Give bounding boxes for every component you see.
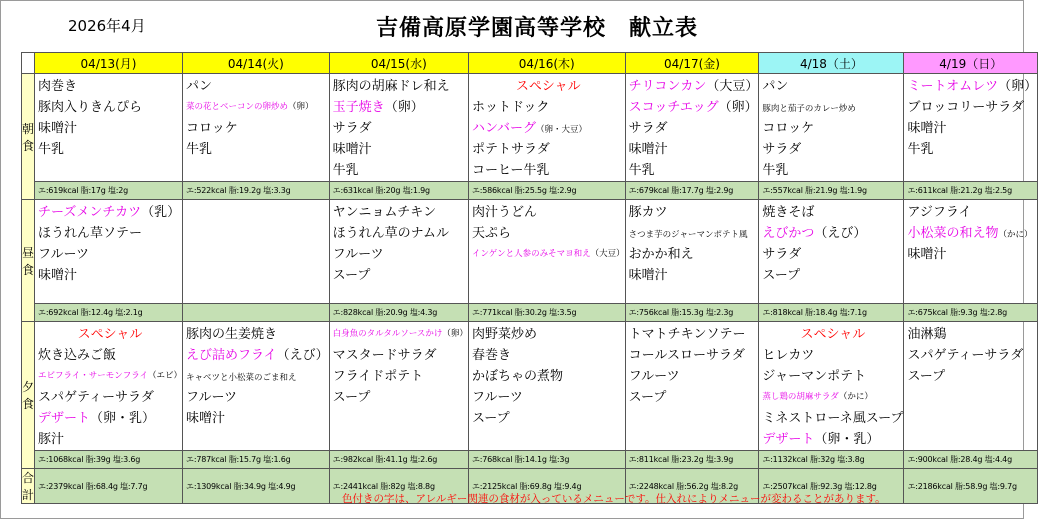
- menu-text: 肉汁うどん: [471, 205, 537, 220]
- menu-text: （大豆）: [590, 249, 625, 259]
- menu-item: [186, 118, 329, 139]
- menu-item: [472, 345, 625, 366]
- menu-cell: [468, 74, 625, 182]
- menu-text: 豚肉と茄子のカレー炒め: [762, 104, 856, 114]
- menu-item: [762, 76, 903, 97]
- nutrition-cell: エ:768kcal 脂:14.1g 塩:3g: [468, 451, 625, 469]
- total-cell: エ:2441kcal 脂:82g 塩:8.8g: [329, 469, 468, 504]
- menu-text: コロッケ: [186, 121, 238, 136]
- allergen-menu-text: 蒸し鶏の胡麻サラダ: [762, 392, 839, 402]
- menu-text: さつま芋のジャーマンポテト風: [628, 230, 748, 240]
- nutrition-cell: エ:811kcal 脂:23.2g 塩:3.9g: [625, 451, 759, 469]
- menu-text: マスタードサラダ: [332, 348, 437, 363]
- menu-item: [333, 202, 468, 223]
- menu-text: （乳）: [141, 205, 181, 220]
- menu-text: スープ: [907, 369, 946, 384]
- day-header: 04/14(火): [183, 53, 330, 74]
- menu-item: [907, 366, 1037, 387]
- menu-item: [907, 324, 1037, 345]
- menu-row: [22, 74, 1038, 182]
- menu-text: 味噌汁: [907, 121, 947, 136]
- menu-text: 油淋鶏: [907, 327, 947, 342]
- menu-text: スープ: [762, 268, 801, 283]
- day-header: 04/13(月): [35, 53, 183, 74]
- menu-item: [38, 223, 182, 244]
- menu-item: [472, 387, 625, 408]
- menu-text: 豚肉の胡麻ドレ和え: [332, 79, 450, 94]
- menu-text: フルーツ: [628, 369, 680, 384]
- allergen-menu-text: えびかつ: [762, 226, 815, 241]
- menu-item: [762, 345, 903, 366]
- allergen-menu-text: デザート: [762, 432, 815, 447]
- menu-row: [22, 200, 1038, 304]
- menu-text: （卵）: [998, 79, 1038, 94]
- menu-item: [762, 97, 903, 118]
- menu-text: おかか和え: [628, 247, 694, 262]
- menu-text: パン: [762, 79, 789, 94]
- menu-text: パン: [186, 79, 213, 94]
- allergen-menu-text: ミートオムレツ: [907, 79, 999, 94]
- menu-item: [38, 324, 182, 345]
- menu-text: 味噌汁: [38, 121, 78, 136]
- allergen-menu-text: 小松菜の和え物: [907, 226, 999, 241]
- menu-item: [38, 265, 182, 286]
- nutrition-cell: エ:679kcal 脂:17.7g 塩:2.9g: [625, 182, 759, 200]
- allergen-menu-text: スペシャル: [515, 79, 581, 94]
- menu-text: 焼きそば: [762, 205, 815, 220]
- menu-text: フルーツ: [332, 247, 384, 262]
- allergen-menu-text: スコッチエッグ: [628, 100, 719, 115]
- allergy-note: 色付きの字は、アレルギー関連の食材が入っているメニューです。仕入れによりメニューが変わることがあります。: [342, 493, 886, 505]
- menu-text: （大豆）: [706, 79, 759, 94]
- menu-item: [762, 408, 903, 429]
- nutrition-row: [22, 451, 1038, 469]
- menu-text: フルーツ: [186, 390, 237, 405]
- nutrition-cell: エ:631kcal 脂:20g 塩:1.9g: [329, 182, 468, 200]
- menu-text: フルーツ: [471, 390, 523, 405]
- menu-text: キャベツと小松菜のごま和え: [186, 373, 297, 383]
- menu-item: [38, 244, 182, 265]
- day-header: 4/18（土）: [759, 53, 904, 74]
- nutrition-cell: エ:557kcal 脂:21.9g 塩:1.9g: [759, 182, 904, 200]
- allergen-menu-text: チーズメンチカツ: [38, 205, 142, 220]
- menu-item: [38, 345, 182, 366]
- menu-text: 豚肉の生姜焼き: [186, 327, 278, 342]
- menu-text: 味噌汁: [628, 142, 668, 157]
- menu-item: [38, 139, 182, 160]
- menu-cell: [759, 322, 904, 451]
- menu-item: [907, 202, 1037, 223]
- menu-item: [472, 76, 625, 97]
- menu-text: フルーツ: [38, 247, 89, 262]
- menu-text: スープ: [471, 411, 510, 426]
- menu-text: 味噌汁: [332, 142, 372, 157]
- menu-cell: [468, 200, 625, 304]
- total-cell: エ:2186kcal 脂:58.9g 塩:9.7g: [904, 469, 1038, 504]
- nutrition-cell: エ:828kcal 脂:20.9g 塩:4.3g: [329, 304, 468, 322]
- nutrition-cell: エ:611kcal 脂:21.2g 塩:2.5g: [904, 182, 1038, 200]
- menu-text: フライドポテト: [332, 369, 424, 384]
- menu-item: [333, 223, 468, 244]
- allergen-menu-text: 菜の花とベーコンの卵炒め: [186, 102, 289, 112]
- menu-text: 味噌汁: [628, 268, 668, 283]
- menu-text: 味噌汁: [38, 268, 78, 283]
- menu-cell: [759, 200, 904, 304]
- menu-item: [472, 223, 625, 244]
- menu-text: スープ: [628, 390, 667, 405]
- menu-item: [186, 324, 329, 345]
- menu-item: [186, 97, 329, 118]
- menu-item: [186, 139, 329, 160]
- menu-text: 味噌汁: [186, 411, 226, 426]
- nutrition-cell: エ:619kcal 脂:17g 塩:2g: [35, 182, 183, 200]
- menu-text: コーヒー牛乳: [471, 163, 550, 178]
- menu-text: スパゲティーサラダ: [38, 390, 154, 405]
- menu-cell: [625, 74, 759, 182]
- nutrition-row: [22, 304, 1038, 322]
- menu-item: [762, 265, 903, 286]
- menu-item: [629, 139, 759, 160]
- menu-cell: [625, 200, 759, 304]
- menu-item: [38, 97, 182, 118]
- menu-item: [762, 429, 903, 450]
- menu-item: [629, 202, 759, 223]
- nutrition-cell: エ:982kcal 脂:41.1g 塩:2.6g: [329, 451, 468, 469]
- menu-item: [38, 202, 182, 223]
- menu-item: [907, 97, 1037, 118]
- menu-text: （卵）: [288, 102, 314, 112]
- menu-item: [38, 387, 182, 408]
- menu-text: コールスローサラダ: [628, 348, 745, 363]
- menu-item: [907, 118, 1037, 139]
- total-cell: エ:2507kcal 脂:92.3g 塩:12.8g: [759, 469, 904, 504]
- meal-label: 朝食: [22, 74, 35, 200]
- menu-row: [22, 322, 1038, 451]
- nutrition-cell: [183, 304, 330, 322]
- menu-item: [38, 76, 182, 97]
- menu-item: [762, 223, 903, 244]
- menu-cell: [759, 74, 904, 182]
- allergen-menu-text: えび詰めフライ: [186, 348, 277, 363]
- menu-item: [907, 223, 1037, 244]
- menu-cell: [329, 322, 468, 451]
- menu-item: [762, 118, 903, 139]
- menu-text: （卵）: [384, 100, 424, 115]
- menu-cell: [329, 200, 468, 304]
- menu-text: （卵・乳）: [90, 411, 156, 426]
- menu-item: [186, 366, 329, 387]
- nutrition-cell: エ:675kcal 脂:9.3g 塩:2.8g: [904, 304, 1038, 322]
- menu-cell: [904, 200, 1038, 304]
- nutrition-cell: エ:756kcal 脂:15.3g 塩:2.3g: [625, 304, 759, 322]
- menu-item: [38, 429, 182, 450]
- menu-item: [762, 387, 903, 408]
- menu-text: スパゲティーサラダ: [907, 348, 1024, 363]
- menu-item: [333, 324, 468, 345]
- menu-cell: [904, 74, 1038, 182]
- allergen-menu-text: エビフライ・サーモンフライ: [38, 371, 149, 381]
- menu-item: [629, 265, 759, 286]
- menu-text: ホットドック: [471, 100, 550, 115]
- menu-cell: [183, 74, 330, 182]
- allergen-menu-text: チリコンカン: [628, 79, 707, 94]
- menu-text: ヒレカツ: [762, 348, 815, 363]
- menu-text: 豚肉入りきんぴら: [38, 100, 143, 115]
- menu-item: [629, 366, 759, 387]
- nutrition-cell: エ:771kcal 脂:30.2g 塩:3.5g: [468, 304, 625, 322]
- menu-item: [333, 139, 468, 160]
- menu-item: [38, 118, 182, 139]
- menu-item: [333, 387, 468, 408]
- menu-text: ほうれん草のナムル: [332, 226, 450, 241]
- menu-text: 牛乳: [907, 142, 934, 157]
- nutrition-cell: エ:900kcal 脂:28.4g 塩:4.4g: [904, 451, 1038, 469]
- menu-text: スープ: [332, 390, 371, 405]
- menu-item: [472, 408, 625, 429]
- allergen-menu-text: ハンバーグ: [471, 121, 537, 136]
- menu-item: [472, 366, 625, 387]
- menu-item: [762, 244, 903, 265]
- day-header: 04/16(木): [468, 53, 625, 74]
- menu-text: サラダ: [628, 121, 668, 136]
- menu-text: 炊き込みご飯: [38, 348, 117, 363]
- menu-text: （えび）: [276, 348, 329, 363]
- menu-text: 肉巻き: [38, 79, 78, 94]
- menu-text: サラダ: [762, 247, 802, 262]
- allergen-menu-text: デザート: [38, 411, 91, 426]
- allergen-menu-text: 白身魚のタルタルソースかけ: [332, 329, 443, 339]
- menu-item: [333, 244, 468, 265]
- menu-item: [186, 76, 329, 97]
- allergen-menu-text: スペシャル: [77, 327, 143, 342]
- menu-item: [629, 387, 759, 408]
- menu-item: [333, 345, 468, 366]
- allergen-menu-text: インゲンと人参のみそマヨ和え: [471, 249, 591, 259]
- menu-item: [472, 118, 625, 139]
- total-cell: エ:1309kcal 脂:34.9g 塩:4.9g: [183, 469, 330, 504]
- menu-text: ミネストローネ風スープ: [762, 411, 904, 426]
- menu-text: 春巻き: [471, 348, 511, 363]
- menu-text: （卵）: [718, 100, 758, 115]
- total-cell: エ:2379kcal 脂:68.4g 塩:7.7g: [35, 469, 183, 504]
- menu-item: [762, 202, 903, 223]
- nutrition-cell: エ:522kcal 脂:19.2g 塩:3.3g: [183, 182, 330, 200]
- nutrition-cell: エ:1068kcal 脂:39g 塩:3.6g: [35, 451, 183, 469]
- menu-cell: [35, 200, 183, 304]
- menu-text: （えび）: [814, 226, 867, 241]
- menu-item: [629, 223, 759, 244]
- page-title: 吉備高原学園高等学校 献立表: [376, 16, 699, 41]
- nutrition-row: [22, 182, 1038, 200]
- menu-cell: [904, 322, 1038, 451]
- menu-item: [907, 76, 1037, 97]
- menu-text: コロッケ: [762, 121, 815, 136]
- menu-item: [762, 139, 903, 160]
- menu-item: [907, 345, 1037, 366]
- menu-text: ポテトサラダ: [471, 142, 550, 157]
- menu-cell: [625, 322, 759, 451]
- menu-text: ジャーマンポテト: [762, 369, 867, 384]
- menu-item: [333, 76, 468, 97]
- total-cell: エ:2248kcal 脂:56.2g 塩:8.2g: [625, 469, 759, 504]
- menu-item: [472, 97, 625, 118]
- nutrition-cell: エ:818kcal 脂:18.4g 塩:7.1g: [759, 304, 904, 322]
- menu-text: ほうれん草ソテー: [38, 226, 143, 241]
- menu-item: [762, 366, 903, 387]
- menu-text: サラダ: [332, 121, 372, 136]
- day-header: 4/19（日）: [904, 53, 1038, 74]
- menu-item: [38, 366, 182, 387]
- menu-text: （エビ）: [148, 371, 183, 381]
- menu-item: [629, 345, 759, 366]
- menu-cell: [183, 322, 330, 451]
- menu-text: 豚カツ: [628, 205, 668, 220]
- menu-text: アジフライ: [907, 205, 972, 220]
- menu-item: [762, 324, 903, 345]
- menu-text: かぼちゃの煮物: [471, 369, 563, 384]
- menu-item: [333, 97, 468, 118]
- allergen-menu-text: スペシャル: [800, 327, 866, 342]
- menu-text: ブロッコリーサラダ: [907, 100, 1025, 115]
- menu-item: [472, 160, 625, 181]
- menu-item: [333, 366, 468, 387]
- menu-item: [472, 202, 625, 223]
- menu-text: 牛乳: [332, 163, 359, 178]
- meal-label: 昼食: [22, 200, 35, 322]
- totals-label: 合計: [22, 469, 35, 504]
- menu-item: [629, 244, 759, 265]
- menu-item: [629, 76, 759, 97]
- menu-text: 天ぷら: [471, 226, 511, 241]
- nutrition-cell: エ:692kcal 脂:12.4g 塩:2.1g: [35, 304, 183, 322]
- menu-text: 牛乳: [186, 142, 213, 157]
- menu-item: [629, 324, 759, 345]
- day-header: 04/15(水): [329, 53, 468, 74]
- menu-item: [472, 139, 625, 160]
- allergen-menu-text: 玉子焼き: [332, 100, 385, 115]
- menu-text: 肉野菜炒め: [471, 327, 537, 342]
- menu-item: [907, 139, 1037, 160]
- menu-item: [629, 118, 759, 139]
- menu-text: （卵・乳）: [814, 432, 880, 447]
- menu-cell: [35, 322, 183, 451]
- menu-text: スープ: [332, 268, 371, 283]
- total-cell: エ:2125kcal 脂:69.8g 塩:9.4g: [468, 469, 625, 504]
- menu-text: 牛乳: [38, 142, 65, 157]
- menu-item: [186, 387, 329, 408]
- menu-cell: [468, 322, 625, 451]
- menu-text: 牛乳: [628, 163, 655, 178]
- menu-text: 豚汁: [38, 432, 65, 447]
- menu-item: [472, 244, 625, 265]
- menu-item: [762, 160, 903, 181]
- menu-item: [629, 160, 759, 181]
- nutrition-cell: エ:1132kcal 脂:32g 塩:3.8g: [759, 451, 904, 469]
- corner-cell: [22, 53, 35, 74]
- menu-item: [629, 97, 759, 118]
- menu-item: [186, 345, 329, 366]
- menu-table: [21, 52, 1038, 504]
- menu-cell: [35, 74, 183, 182]
- day-header: 04/17(金): [625, 53, 759, 74]
- menu-item: [186, 408, 329, 429]
- day-header-row: [22, 53, 1038, 74]
- menu-text: （かに）: [998, 230, 1033, 240]
- menu-cell: [329, 74, 468, 182]
- menu-text: （卵）: [442, 329, 468, 339]
- menu-text: ヤンニョムチキン: [332, 205, 437, 220]
- menu-text: （卵・大豆）: [536, 125, 588, 135]
- menu-text: トマトチキンソテー: [628, 327, 746, 342]
- menu-item: [333, 160, 468, 181]
- menu-text: サラダ: [762, 142, 802, 157]
- menu-item: [907, 244, 1037, 265]
- menu-cell: [183, 200, 330, 304]
- meal-label: 夕食: [22, 322, 35, 469]
- month-label: 2026年4月: [68, 17, 146, 35]
- menu-text: 味噌汁: [907, 247, 947, 262]
- menu-item: [333, 265, 468, 286]
- nutrition-cell: エ:787kcal 脂:15.7g 塩:1.6g: [183, 451, 330, 469]
- nutrition-cell: エ:586kcal 脂:25.5g 塩:2.9g: [468, 182, 625, 200]
- menu-item: [38, 408, 182, 429]
- menu-text: （かに）: [838, 392, 873, 402]
- menu-item: [472, 324, 625, 345]
- menu-text: 牛乳: [762, 163, 789, 178]
- menu-item: [333, 118, 468, 139]
